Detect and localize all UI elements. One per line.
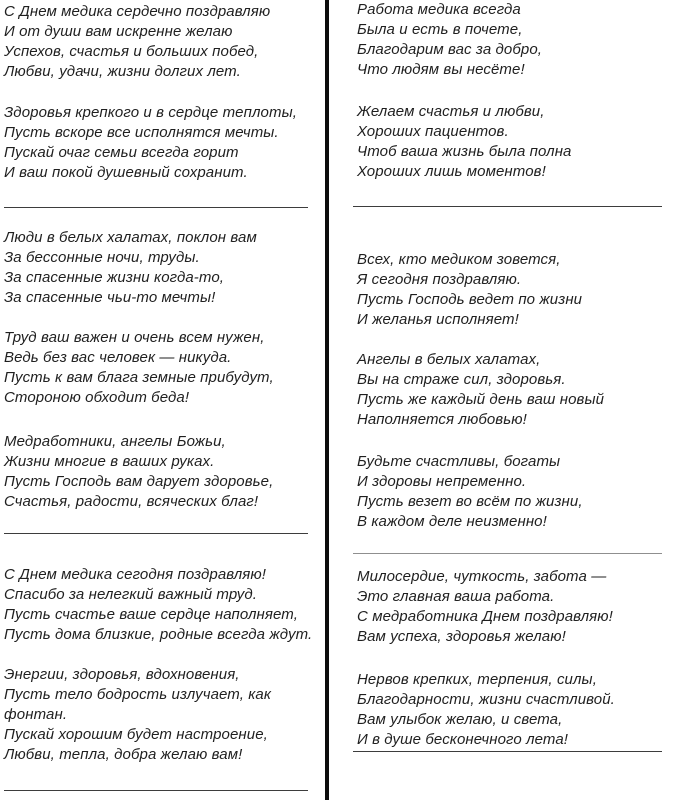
- poem-line: Труд ваш важен и очень всем нужен,: [4, 329, 265, 346]
- poem-line: И желанья исполняет!: [357, 311, 519, 328]
- poem-line: Вам успеха, здоровья желаю!: [357, 628, 566, 645]
- stanza: [353, 350, 662, 430]
- poem-line: Я сегодня поздравляю.: [357, 271, 522, 288]
- poem-line: Благодарности, жизни счастливой.: [357, 691, 615, 708]
- stanza: [4, 228, 308, 308]
- stanza: [353, 102, 662, 182]
- poem-line: Пусть везет во всём по жизни,: [357, 493, 583, 510]
- stanza: [4, 665, 308, 765]
- poem-line: Это главная ваша работа.: [357, 588, 555, 605]
- poem-line: Пусть тело бодрость излучает, как: [4, 686, 272, 703]
- poem-line: С Днем медика сегодня поздравляю!: [4, 566, 267, 583]
- poem-line: фонтан.: [4, 706, 68, 723]
- poem-line: Пусть счастье ваше сердце наполняет,: [4, 606, 298, 623]
- stanza: [353, 567, 662, 647]
- poem-line: И здоровы непременно.: [357, 473, 527, 490]
- stanza: [4, 565, 313, 645]
- poem-line: Жизни многие в ваших руках.: [4, 453, 215, 470]
- poem-line: Хороших пациентов.: [357, 123, 509, 140]
- stanza: [4, 2, 308, 82]
- section-divider-rule: [4, 207, 308, 208]
- poem-line: Хороших лишь моментов!: [357, 163, 546, 180]
- poem-line: Вам улыбок желаю, и света,: [357, 711, 563, 728]
- section-divider-rule: [4, 533, 308, 534]
- poem-line: Наполняется любовью!: [357, 411, 527, 428]
- poem-line: Пусть к вам блага земные прибудут,: [4, 369, 274, 386]
- section-divider-rule: [4, 790, 308, 791]
- left-column: [4, 0, 313, 791]
- poem-line: Будьте счастливы, богаты: [357, 453, 561, 470]
- poem-line: За бессонные ночи, труды.: [4, 249, 200, 266]
- section-divider-rule: [353, 751, 662, 752]
- stanza: [353, 452, 662, 532]
- poem-line: Энергии, здоровья, вдохновения,: [4, 666, 240, 683]
- right-column: [353, 0, 662, 752]
- column-divider: [325, 0, 329, 800]
- poem-line: За спасенные чьи-то мечты!: [4, 289, 216, 306]
- poem-line: Благодарим вас за добро,: [357, 41, 543, 58]
- section-divider-rule: [353, 206, 662, 207]
- section-divider-rule: [353, 553, 662, 554]
- poem-line: Счастья, радости, всяческих благ!: [4, 493, 259, 510]
- poem-line: Милосердие, чуткость, забота —: [357, 568, 607, 585]
- poem-line: Здоровья крепкого и в сердце теплоты,: [4, 104, 297, 121]
- poem-line: И ваш покой душевный сохранит.: [4, 164, 248, 181]
- poem-line: С Днем медика сердечно поздравляю: [4, 3, 271, 20]
- poem-line: Чтоб ваша жизнь была полна: [357, 143, 572, 160]
- poem-line: Ведь без вас человек — никуда.: [4, 349, 232, 366]
- stanza: [353, 0, 662, 80]
- stanza: [353, 250, 662, 330]
- poem-line: Нервов крепких, терпения, силы,: [357, 671, 597, 688]
- poem-line: За спасенные жизни когда-то,: [4, 269, 225, 286]
- stanza: [4, 328, 308, 408]
- poem-line: Ангелы в белых халатах,: [357, 351, 541, 368]
- poem-line: Пускай очаг семьи всегда горит: [4, 144, 239, 161]
- poem-line: Была и есть в почете,: [357, 21, 523, 38]
- stanza: [4, 103, 308, 183]
- poem-line: Вы на страже сил, здоровья.: [357, 371, 566, 388]
- poem-line: С медработника Днем поздравляю!: [357, 608, 613, 625]
- stanza: [4, 432, 308, 512]
- poem-line: В каждом деле неизменно!: [357, 513, 547, 530]
- poem-line: Пусть Господь ведет по жизни: [357, 291, 583, 308]
- poem-line: Спасибо за нелегкий важный труд.: [4, 586, 258, 603]
- poem-line: Люди в белых халатах, поклон вам: [4, 229, 257, 246]
- poem-line: И от души вам искренне желаю: [4, 23, 233, 40]
- poem-line: Пускай хорошим будет настроение,: [4, 726, 268, 743]
- poem-line: Медработники, ангелы Божьи,: [4, 433, 226, 450]
- poem-line: Любви, удачи, жизни долгих лет.: [4, 63, 241, 80]
- poem-line: И в душе бесконечного лета!: [357, 731, 569, 748]
- poem-line: Пусть же каждый день ваш новый: [357, 391, 605, 408]
- poem-line: Любви, тепла, добра желаю вам!: [4, 746, 243, 763]
- poem-line: Желаем счастья и любви,: [357, 103, 545, 120]
- poem-line: Что людям вы несёте!: [357, 61, 525, 78]
- poem-line: Работа медика всегда: [357, 1, 521, 18]
- poem-line: Успехов, счастья и больших побед,: [4, 43, 259, 60]
- poem-line: Всех, кто медиком зовется,: [357, 251, 561, 268]
- poem-line: Пусть дома близкие, родные всегда ждут.: [4, 626, 313, 643]
- poem-line: Стороною обходит беда!: [4, 389, 190, 406]
- poem-line: Пусть вскоре все исполнятся мечты.: [4, 124, 279, 141]
- stanza: [353, 670, 662, 750]
- poem-line: Пусть Господь вам дарует здоровье,: [4, 473, 274, 490]
